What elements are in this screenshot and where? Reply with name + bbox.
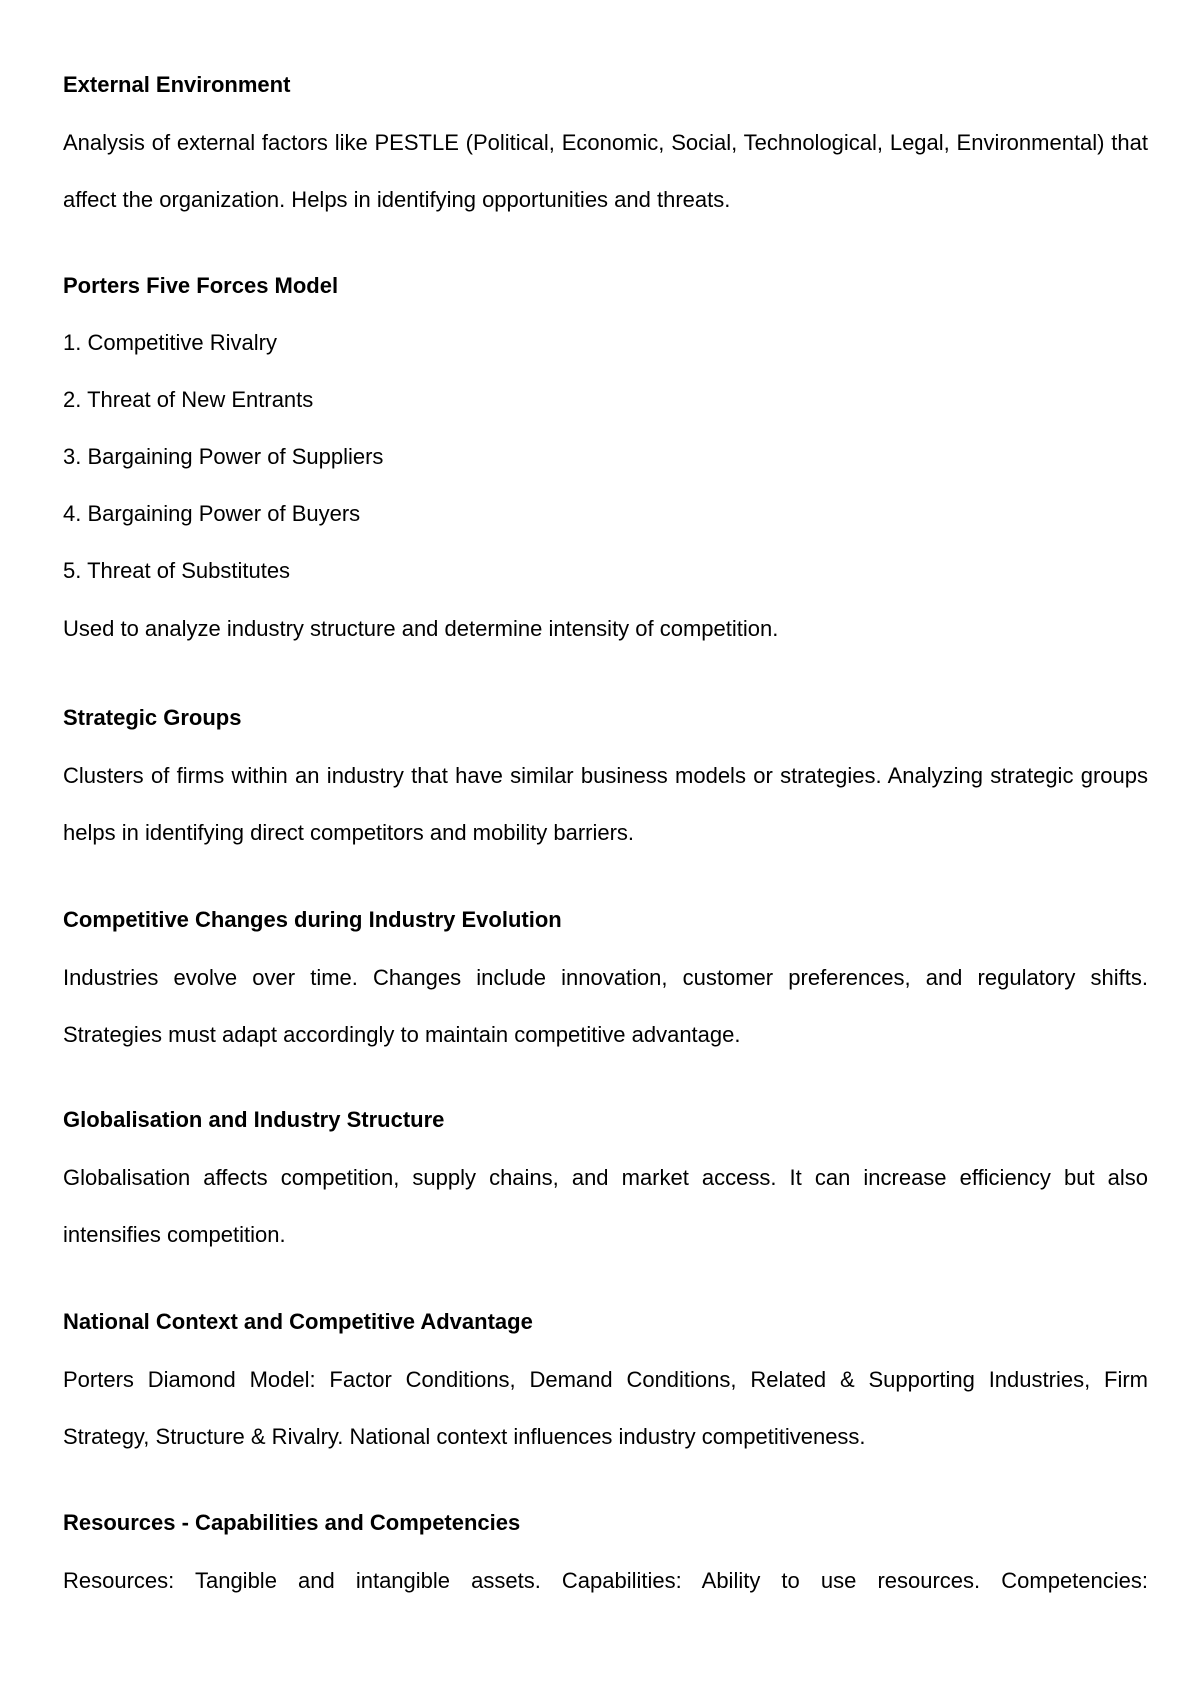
list-item: 2. Threat of New Entrants — [63, 387, 314, 412]
section-heading-external-environment: External Environment — [63, 72, 291, 97]
section-heading-national-context: National Context and Competitive Advantage — [63, 1309, 533, 1334]
section-body-external-environment: Analysis of external factors like PESTLE (Political, Economic, Social, Technological, Legal, Environmental) that affect the organization. Helps in identifying opportunities and threats. — [63, 130, 1148, 212]
section-body-strategic-groups: Clusters of firms within an industry that have similar business models or strategies. Analyzing strategic groups helps in identifying direct competitors and mobility barriers. — [63, 763, 1148, 845]
section-heading-resources: Resources - Capabilities and Competencies — [63, 1510, 521, 1535]
list-item: 4. Bargaining Power of Buyers — [63, 501, 361, 526]
section-body-globalisation: Globalisation affects competition, supply chains, and market access. It can increase efficiency but also intensifies competition. — [63, 1165, 1148, 1247]
section-heading-competitive-changes: Competitive Changes during Industry Evolution — [63, 907, 562, 932]
section-body-resources: Resources: Tangible and intangible assets. Capabilities: Ability to use resources. Competencies: — [63, 1568, 1148, 1593]
section-body-competitive-changes: Industries evolve over time. Changes include innovation, customer preferences, and regulatory shifts. Strategies must adapt accordingly to maintain competitive advantage. — [63, 965, 1148, 1047]
list-item: 1. Competitive Rivalry — [63, 330, 277, 355]
section-body-national-context: Porters Diamond Model: Factor Conditions, Demand Conditions, Related & Supporting Industries, Firm Strategy, Structure & Rivalry. National context influences industry competitiveness. — [63, 1367, 1148, 1449]
list-item: 5. Threat of Substitutes — [63, 558, 291, 583]
section-body-porters-five-forces: Used to analyze industry structure and determine intensity of competition. — [63, 616, 779, 641]
section-heading-globalisation: Globalisation and Industry Structure — [63, 1107, 445, 1132]
section-heading-strategic-groups: Strategic Groups — [63, 705, 242, 730]
list-item: 3. Bargaining Power of Suppliers — [63, 444, 384, 469]
section-heading-porters-five-forces: Porters Five Forces Model — [63, 273, 339, 298]
